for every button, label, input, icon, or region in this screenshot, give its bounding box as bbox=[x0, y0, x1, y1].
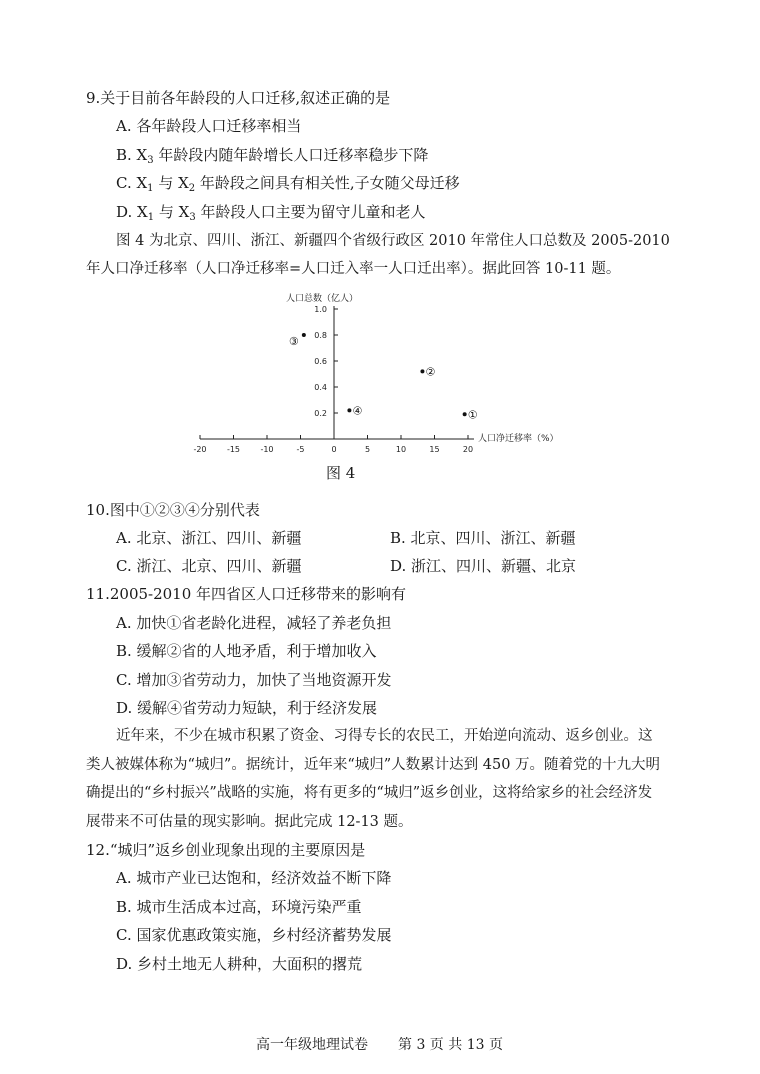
x-tick-label: 5 bbox=[364, 445, 371, 454]
x-tick-label: 10 bbox=[395, 445, 407, 454]
intro2-line3: 确提出的“乡村振兴”战略的实施，将有更多的“城归”返乡创业，这将给家乡的社会经济发 bbox=[86, 785, 653, 801]
q10-option-c: C. 浙江、北京、四川、新疆 bbox=[116, 557, 302, 575]
x-tick-label: -15 bbox=[226, 445, 241, 454]
x-tick-label: -10 bbox=[260, 445, 274, 454]
footer-title: 高一年级地理试卷 bbox=[256, 1037, 368, 1053]
y-tick-label: 0.4 bbox=[314, 383, 327, 392]
q10-option-d: D. 浙江、四川、新疆、北京 bbox=[390, 557, 577, 575]
data-point bbox=[302, 333, 306, 337]
q12-stem: 12.“城归”返乡创业现象出现的主要原因是 bbox=[86, 841, 366, 859]
data-point-label: ① bbox=[467, 408, 478, 422]
x-tick-label: -5 bbox=[296, 445, 305, 454]
x-tick-label: 15 bbox=[429, 445, 440, 454]
data-point bbox=[347, 408, 351, 412]
q12-option-a: A. 城市产业已达饱和，经济效益不断下降 bbox=[116, 869, 392, 887]
q10-stem: 10.图中①②③④分别代表 bbox=[86, 501, 260, 519]
y-tick-label: 0.2 bbox=[314, 409, 327, 418]
y-axis-title: 人口总数（亿人） bbox=[285, 294, 359, 304]
data-point-label: ② bbox=[425, 365, 436, 379]
q9-option-d: D. $X_1$ 与 $X_3$ 年龄段人口主要为留守儿童和老人 bbox=[116, 203, 426, 223]
figure-4-scatter-chart bbox=[180, 288, 580, 463]
q12-option-d: D. 乡村土地无人耕种，大面积的撂荒 bbox=[116, 955, 363, 973]
intro2-line4: 展带来不可估量的现实影响。据此完成 12-13 题。 bbox=[86, 814, 413, 830]
q11-option-d: D. 缓解④省劳动力短缺，利于经济发展 bbox=[116, 699, 378, 717]
x-tick-label: 0 bbox=[331, 445, 337, 454]
q9-option-c: C. $X_1$ 与 $X_2$ 年龄段之间具有相关性,子女随父母迁移 bbox=[116, 174, 460, 194]
q11-option-a: A. 加快①省老龄化进程，减轻了养老负担 bbox=[116, 614, 392, 632]
intro2-line1: 近年来，不少在城市积累了资金、习得专长的农民工，开始逆向流动、返乡创业。这 bbox=[116, 728, 653, 744]
data-point bbox=[420, 369, 424, 373]
intro1-line1: 图 4 为北京、四川、浙江、新疆四个省级行政区 2010 年常住人口总数及 2005-2010 bbox=[116, 233, 670, 249]
x-axis-title: 人口净迁移率（%） bbox=[478, 434, 559, 444]
data-point bbox=[463, 412, 467, 416]
data-point-label: ③ bbox=[288, 335, 299, 348]
figure-caption: 图 4 bbox=[326, 464, 356, 482]
y-tick-label: 1.0 bbox=[314, 305, 327, 314]
q10-option-a: A. 北京、浙江、四川、新疆 bbox=[116, 529, 302, 547]
q9-stem: 9.关于目前各年龄段的人口迁移,叙述正确的是 bbox=[86, 89, 391, 107]
q9-option-b: B. $X_3$ 年龄段内随年龄增长人口迁移率稳步下降 bbox=[116, 146, 429, 166]
q12-option-c: C. 国家优惠政策实施，乡村经济蓄势发展 bbox=[116, 926, 392, 944]
q11-option-b: B. 缓解②省的人地矛盾，利于增加收入 bbox=[116, 642, 377, 660]
intro1-line2: 年人口净迁移率（人口净迁移率=人口迁入率一人口迁出率）。据此回答 10-11 题。 bbox=[86, 261, 621, 277]
y-tick-label: 0.8 bbox=[314, 331, 327, 340]
x-tick-label: 20 bbox=[462, 445, 474, 454]
q9-option-a: A. 各年龄段人口迁移率相当 bbox=[116, 117, 302, 135]
q11-stem: 11.2005-2010 年四省区人口迁移带来的影响有 bbox=[86, 585, 407, 603]
intro2-line2: 类人被媒体称为“城归”。据统计，近年来“城归”人数累计达到 450 万。随着党的十九大明 bbox=[86, 757, 661, 773]
x-tick-label: -20 bbox=[193, 445, 207, 454]
q11-option-c: C. 增加③省劳动力，加快了当地资源开发 bbox=[116, 671, 392, 689]
q10-option-b: B. 北京、四川、浙江、新疆 bbox=[390, 529, 576, 547]
y-tick-label: 0.6 bbox=[314, 357, 327, 366]
data-point-label: ④ bbox=[352, 404, 363, 418]
footer-page-number: 第 3 页 共 13 页 bbox=[398, 1037, 503, 1053]
q12-option-b: B. 城市生活成本过高，环境污染严重 bbox=[116, 898, 362, 916]
